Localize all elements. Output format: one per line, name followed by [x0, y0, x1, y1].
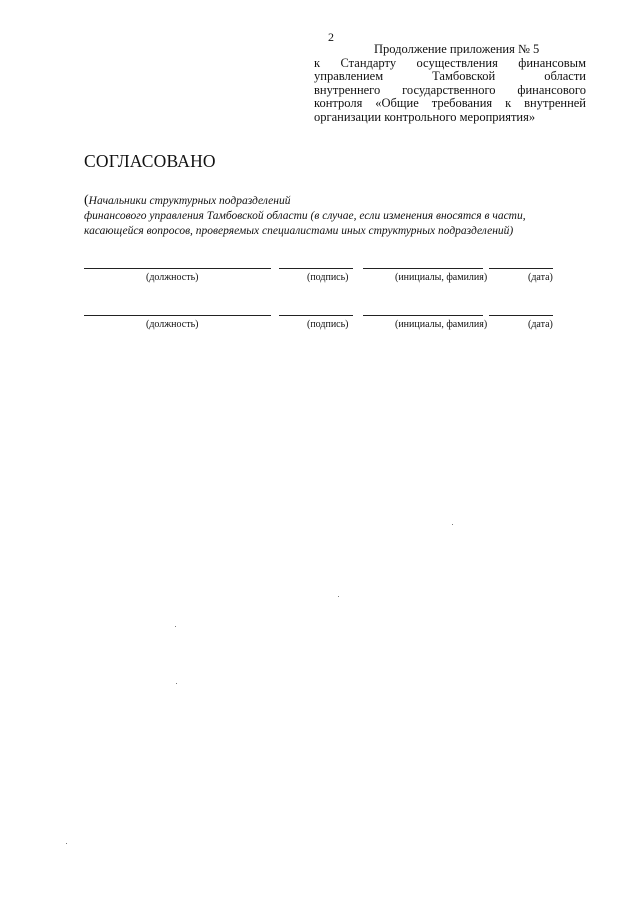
- position-caption: (должность): [146, 272, 199, 283]
- approved-heading: СОГЛАСОВАНО: [84, 151, 216, 171]
- heads-note-line-1: [84, 193, 594, 209]
- appendix-line: контроля «Общие требования к внутренней: [314, 96, 586, 110]
- signature-caption: (подпись): [307, 272, 349, 283]
- signature-line: [279, 268, 353, 269]
- signature-row: [0, 268, 640, 292]
- name-caption: (инициалы, фамилия): [395, 272, 488, 283]
- appendix-line: к Стандарту осуществления финансовым: [314, 55, 586, 70]
- signature-line: [279, 315, 353, 316]
- heads-note-line-2: финансового управления Тамбовской области (в случае, если изменения вносятся в части,: [84, 210, 526, 222]
- position-line: [84, 315, 271, 316]
- scan-speck: [452, 524, 453, 525]
- date-caption: (дата): [528, 272, 553, 283]
- appendix-line: управлением Тамбовской области: [314, 69, 586, 83]
- scan-speck: [175, 626, 176, 627]
- name-line: [363, 268, 483, 269]
- name-caption: (инициалы, фамилия): [395, 319, 488, 330]
- signature-caption: (подпись): [307, 319, 349, 330]
- position-line: [84, 268, 271, 269]
- appendix-line: Продолжение приложения № 5: [374, 42, 540, 56]
- scan-speck: [176, 683, 177, 684]
- date-line: [489, 268, 553, 269]
- heads-note-line-3: касающейся вопросов, проверяемых специалистами иных структурных подразделений): [84, 225, 514, 237]
- date-caption: (дата): [528, 319, 553, 330]
- scan-speck: [66, 843, 67, 844]
- signature-row: [0, 315, 640, 339]
- heads-note: [84, 193, 594, 239]
- appendix-header: [314, 43, 586, 124]
- scan-speck: [338, 596, 339, 597]
- appendix-line: организации контрольного мероприятия»: [314, 109, 536, 124]
- heads-note-text-1: Начальники структурных подразделений: [88, 195, 291, 207]
- open-paren: (: [84, 193, 89, 208]
- position-caption: (должность): [146, 319, 199, 330]
- page-number: 2: [328, 30, 334, 44]
- appendix-line: внутреннего государственного финансового: [314, 82, 586, 97]
- name-line: [363, 315, 483, 316]
- date-line: [489, 315, 553, 316]
